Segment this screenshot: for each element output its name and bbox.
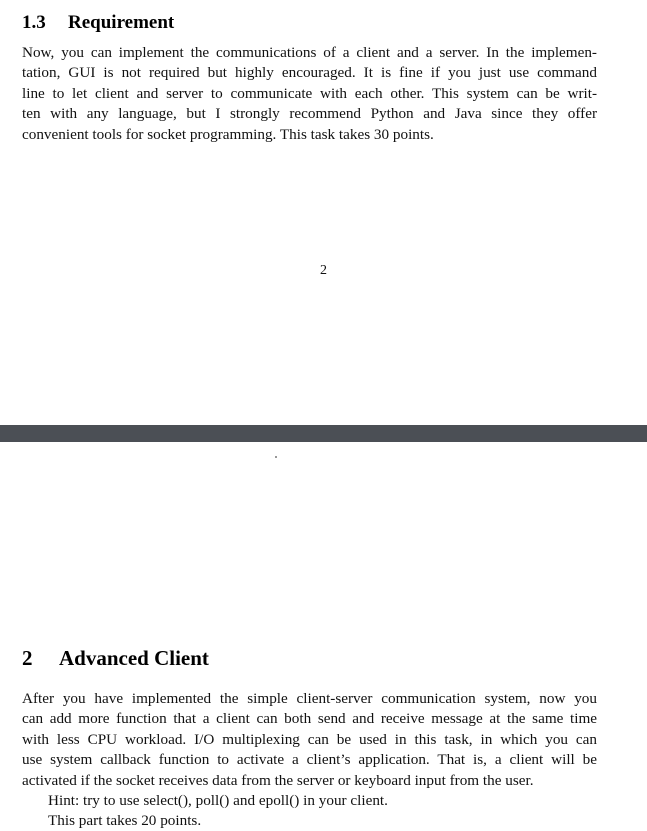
page-number: 2 xyxy=(320,263,327,278)
paragraph-line: ten with any language, but I strongly recommend Python and Java since they offer xyxy=(22,105,597,123)
advanced-client-paragraph xyxy=(22,689,597,791)
requirement-paragraph xyxy=(22,43,597,145)
section-number: 2 xyxy=(22,646,33,670)
section-number: 1.3 xyxy=(22,12,46,33)
points-note: This part takes 20 points. xyxy=(48,812,202,829)
section-heading-requirement xyxy=(22,12,174,34)
paragraph-line: can add more function that a client can both send and receive message at the same time xyxy=(22,710,597,728)
paragraph-line: convenient tools for socket programming. This task takes 30 points. xyxy=(22,125,434,143)
page-separator xyxy=(0,425,647,442)
section-heading-advanced-client xyxy=(22,646,209,671)
paragraph-line: Now, you can implement the communications of a client and a server. In the implemen- xyxy=(22,44,597,61)
paragraph-line: use system callback function to activate a client’s application. That is, a client will be xyxy=(22,751,597,769)
paragraph-line: After you have implemented the simple client-server communication system, now you xyxy=(22,690,597,707)
paragraph-line: line to let client and server to communicate with each other. This system can be writ- xyxy=(22,84,597,102)
section-title: Advanced Client xyxy=(59,646,209,670)
paragraph-line: activated if the socket receives data from the server or keyboard input from the user. xyxy=(22,771,534,789)
paragraph-line: tation, GUI is not required but highly encouraged. It is fine if you just use command xyxy=(22,64,597,82)
paragraph-line: with less CPU workload. I/O multiplexing can be used in this task, in which you can xyxy=(22,730,597,748)
section-title: Requirement xyxy=(68,12,175,33)
hint-line: Hint: try to use select(), poll() and epoll() in your client. xyxy=(48,792,388,809)
stray-mark xyxy=(275,456,277,458)
